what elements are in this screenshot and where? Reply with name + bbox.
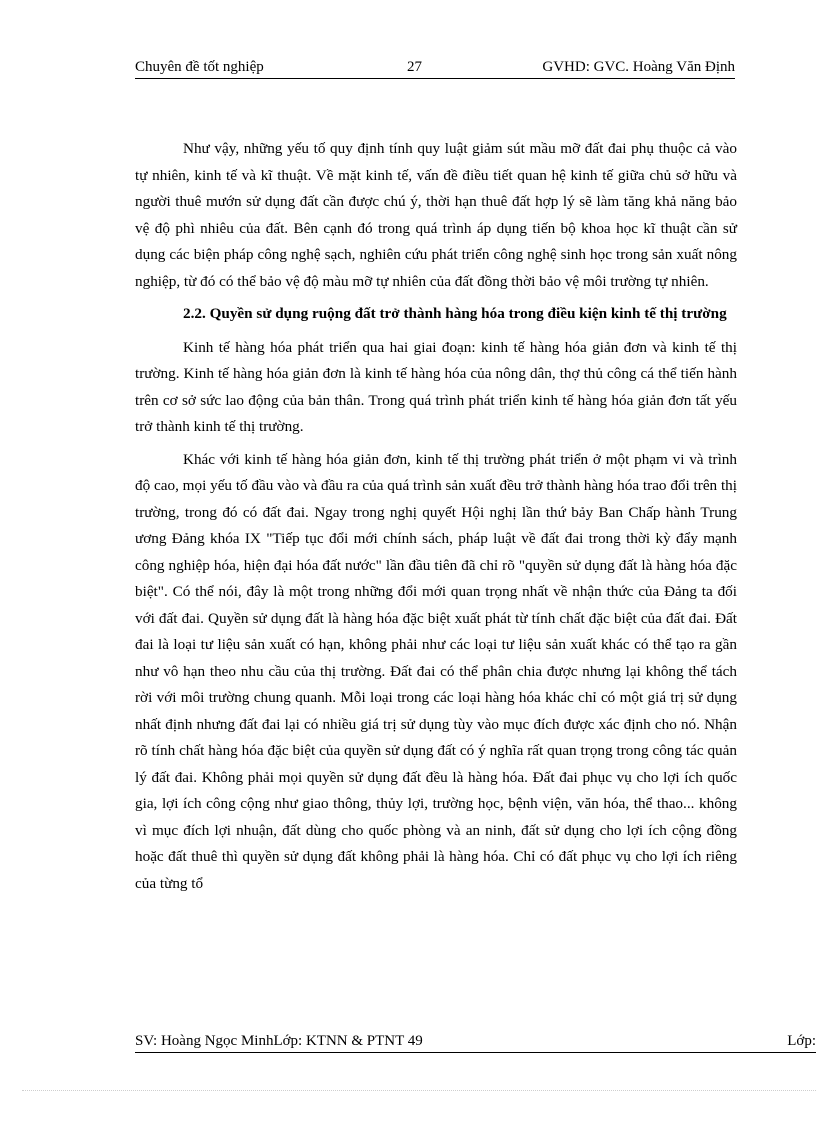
paragraph-commodity-economy: Kinh tế hàng hóa phát triển qua hai giai đoạn: kinh tế hàng hóa giản đơn và kinh tế thị trường. Kinh tế hàng hóa giản đơn là kinh tế hàng hóa của nông dân, thợ thủ công cá thể tiến hành trên cơ sở sức lao động của bản thân. Trong quá trình phát triển kinh tế hàng hóa giản đơn tất yếu trở thành kinh tế thị trường. (135, 338, 737, 435)
header-supervisor: GVHD: GVC. Hoàng Văn Định (542, 59, 735, 75)
page-bottom-border (22, 1090, 816, 1091)
page-footer (135, 1030, 816, 1054)
section-heading-2-2: 2.2. Quyền sử dụng ruộng đất trở thành hàng hóa trong điều kiện kinh tế thị trường (183, 305, 727, 322)
footer-class-label: Lớp: (787, 1033, 816, 1049)
page-body (135, 136, 737, 903)
footer-rule (135, 1052, 816, 1053)
header-page-number: 27 (407, 59, 422, 75)
paragraph-soil-fertility: Như vậy, những yếu tố quy định tính quy luật giảm sút mầu mỡ đất đai phụ thuộc cả vào tự nhiên, kinh tế và kĩ thuật. Về mặt kinh tế, vấn đề điều tiết quan hệ kinh tế giữa chủ sở hữu và người thuê mướn sử dụng đất cần được chú ý, thời hạn thuê đất hợp lý sẽ làm tăng khả năng bảo vệ độ phì nhiêu của đất. Bên cạnh đó trong quá trình áp dụng tiến bộ khoa học kĩ thuật cần sử dụng các biện pháp công nghệ sạch, nghiên cứu phát triển công nghệ sinh học trong sản xuất nông nghiệp, từ đó có thể bảo vệ độ màu mỡ tự nhiên của đất đồng thời bảo vệ môi trường tự nhiên. (135, 140, 737, 290)
footer-student-info: SV: Hoàng Ngọc MinhLớp: KTNN & PTNT 49 (135, 1033, 423, 1049)
page-header (135, 56, 735, 79)
paragraph-market-economy: Khác với kinh tế hàng hóa giản đơn, kinh tế thị trường phát triển ở một phạm vi và trình độ cao, mọi yếu tố đầu vào và đầu ra của quá trình sản xuất đều trở thành hàng hóa trao đổi trên thị trường, trong đó có đất đai. Ngay trong nghị quyết Hội nghị lần thứ bảy Ban Chấp hành Trung ương Đảng khóa IX "Tiếp tục đổi mới chính sách, pháp luật về đất đai trong thời kỳ đẩy mạnh công nghiệp hóa, hiện đại hóa đất nước" lần đầu tiên đã chỉ rõ "quyền sử dụng đất là hàng hóa đặc biệt". Có thể nói, đây là một trong những đổi mới quan trọng nhất về nhận thức của Đảng ta đối với đất đai. Quyền sử dụng đất là hàng hóa đặc biệt xuất phát từ tính chất đặc biệt của đất đai. Đất đai là loại tư liệu sản xuất có hạn, không phải như các loại tư liệu sản xuất khác có thể tạo ra gần như vô hạn theo nhu cầu của thị trường. Đất đai có thể phân chia được nhưng lại không thể tách rời với môi trường chung quanh. Mỗi loại trong các loại hàng hóa khác chỉ có một giá trị sử dụng nhất định nhưng đất đai lại có nhiều giá trị sử dụng tùy vào mục đích được xác định cho nó. Nhận rõ tính chất hàng hóa đặc biệt của quyền sử dụng đất có ý nghĩa rất quan trọng trong công tác quản lý đất đai. Không phải mọi quyền sử dụng đất đều là hàng hóa. Đất đai phục vụ cho lợi ích quốc gia, lợi ích công cộng như giao thông, thủy lợi, trường học, bệnh viện, văn hóa, thể thao... không vì mục đích lợi nhuận, đất dùng cho quốc phòng và an ninh, đất sử dụng cho lợi ích cộng đồng hoặc đất thuê thì quyền sử dụng đất không phải là hàng hóa. Chỉ có đất phục vụ cho lợi ích riêng của từng tổ (135, 450, 737, 892)
header-document-title: Chuyên đề tốt nghiệp (135, 59, 264, 75)
